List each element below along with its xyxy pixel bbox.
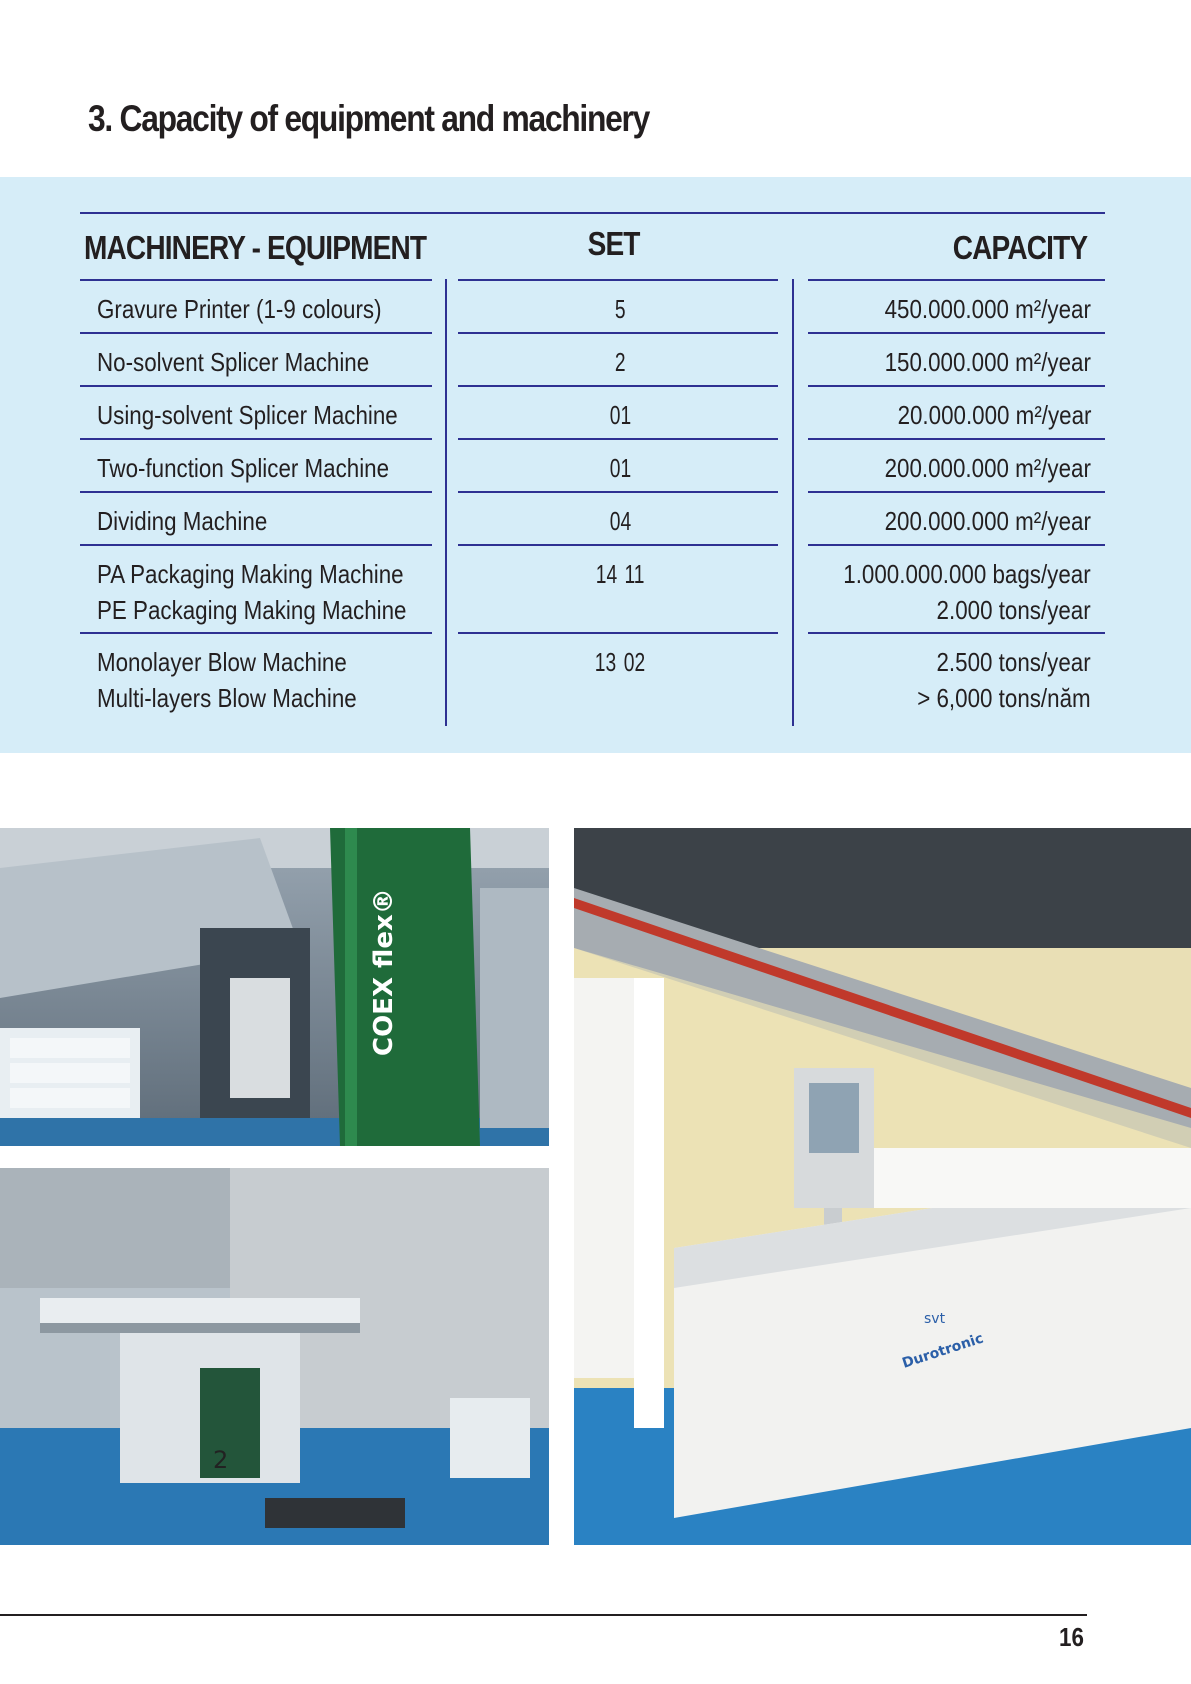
set-value: 14 <box>595 559 618 589</box>
machine-name-cell-line: Dividing Machine <box>97 506 268 536</box>
machine-name-cell-line: Multi-layers Blow Machine <box>97 683 357 713</box>
machine-name-cell-line: Monolayer Blow Machine <box>97 647 347 677</box>
row-rule <box>80 632 432 634</box>
page-number: 16 <box>1059 1622 1084 1652</box>
factory-photo-coex-flex <box>0 828 549 1146</box>
coex-flex-label: COEX flex® <box>369 888 399 1056</box>
row-rule <box>808 632 1105 634</box>
row-rule <box>458 544 778 546</box>
capacity-cell-line: 200.000.000 m²/year <box>884 453 1091 483</box>
row-rule <box>458 438 778 440</box>
machine-number-label: 2 <box>213 1446 229 1474</box>
machine-name-cell <box>97 556 406 628</box>
column-separator-1 <box>445 279 447 726</box>
set-count-cell-line <box>608 450 633 486</box>
set-count-cell-line <box>622 644 647 680</box>
machine-name-cell-line: Two-function Splicer Machine <box>97 453 390 483</box>
column-header-machinery: MACHINERY - EQUIPMENT <box>84 229 427 266</box>
row-rule <box>808 491 1105 493</box>
set-count-cell <box>460 450 780 486</box>
set-count-cell <box>460 397 780 433</box>
set-count-cell <box>460 644 780 680</box>
set-value: 04 <box>609 506 631 536</box>
machine-name-cell-line: PA Packaging Making Machine <box>97 559 404 589</box>
row-rule <box>458 279 778 281</box>
factory-photo-durotronic <box>574 828 1191 1545</box>
capacity-cell-line: > 6,000 tons/năm <box>917 683 1091 713</box>
svt-brand-label: svt <box>924 1311 946 1327</box>
capacity-cell-line: 20.000.000 m²/year <box>897 400 1091 430</box>
row-rule <box>808 438 1105 440</box>
row-rule <box>80 438 432 440</box>
set-count-cell-line <box>614 344 626 380</box>
row-rule <box>808 544 1105 546</box>
machine-name-cell <box>97 344 369 380</box>
machine-name-cell <box>97 644 357 716</box>
capacity-cell <box>885 291 1091 327</box>
row-rule <box>80 544 432 546</box>
row-rule <box>458 332 778 334</box>
set-count-cell-line <box>623 556 646 592</box>
table-top-rule <box>80 212 1105 214</box>
column-header-set-label: SET <box>587 225 641 262</box>
row-rule <box>80 332 432 334</box>
set-value: 01 <box>609 453 631 483</box>
capacity-cell-line: 450.000.000 m²/year <box>884 294 1091 324</box>
footer-rule <box>0 1614 1087 1616</box>
set-value: 5 <box>614 294 626 324</box>
row-rule <box>458 385 778 387</box>
machine-name-cell-line: No-solvent Splicer Machine <box>97 347 370 377</box>
set-count-cell <box>460 291 780 327</box>
capacity-cell <box>885 450 1091 486</box>
machine-name-cell <box>97 291 382 327</box>
set-count-cell-line <box>608 503 633 539</box>
row-rule <box>808 332 1105 334</box>
machine-name-cell <box>97 503 267 539</box>
set-count-cell-line <box>594 556 619 592</box>
machine-name-cell-line: Using-solvent Splicer Machine <box>97 400 398 430</box>
set-value: 02 <box>623 647 646 677</box>
machine-name-cell-line: Gravure Printer (1-9 colours) <box>97 294 382 324</box>
row-rule <box>808 385 1105 387</box>
set-count-cell <box>460 344 780 380</box>
row-rule <box>80 385 432 387</box>
row-rule <box>458 632 778 634</box>
set-count-cell <box>460 556 780 592</box>
set-count-cell-line <box>614 291 626 327</box>
row-rule <box>80 491 432 493</box>
set-value: 11 <box>624 559 645 589</box>
factory-photo-blow-machine <box>0 1168 549 1545</box>
column-header-capacity: CAPACITY <box>952 229 1087 266</box>
column-header-set <box>446 224 782 264</box>
set-count-cell-line <box>593 644 618 680</box>
row-rule <box>458 491 778 493</box>
set-value: 13 <box>594 647 617 677</box>
capacity-cell-line: 200.000.000 m²/year <box>884 506 1091 536</box>
durotronic-label: Durotronic <box>900 1330 986 1372</box>
set-count-cell-line <box>608 397 633 433</box>
set-count-cell <box>460 503 780 539</box>
capacity-cell-line: 2.500 tons/year <box>936 647 1091 677</box>
capacity-cell-line: 2.000 tons/year <box>936 595 1091 625</box>
machine-name-cell <box>97 397 398 433</box>
capacity-cell <box>897 397 1091 433</box>
capacity-cell <box>885 344 1091 380</box>
capacity-cell <box>844 556 1091 628</box>
machine-name-cell-line: PE Packaging Making Machine <box>97 595 407 625</box>
capacity-cell <box>918 644 1091 716</box>
column-separator-2 <box>792 279 794 726</box>
capacity-cell-line: 150.000.000 m²/year <box>884 347 1091 377</box>
capacity-cell-line: 1.000.000.000 bags/year <box>843 559 1091 589</box>
row-rule <box>80 279 432 281</box>
set-value: 01 <box>609 400 631 430</box>
capacity-cell <box>885 503 1091 539</box>
machine-name-cell <box>97 450 389 486</box>
page-title: 3. Capacity of equipment and machinery <box>88 98 650 139</box>
set-value: 2 <box>614 347 626 377</box>
row-rule <box>808 279 1105 281</box>
